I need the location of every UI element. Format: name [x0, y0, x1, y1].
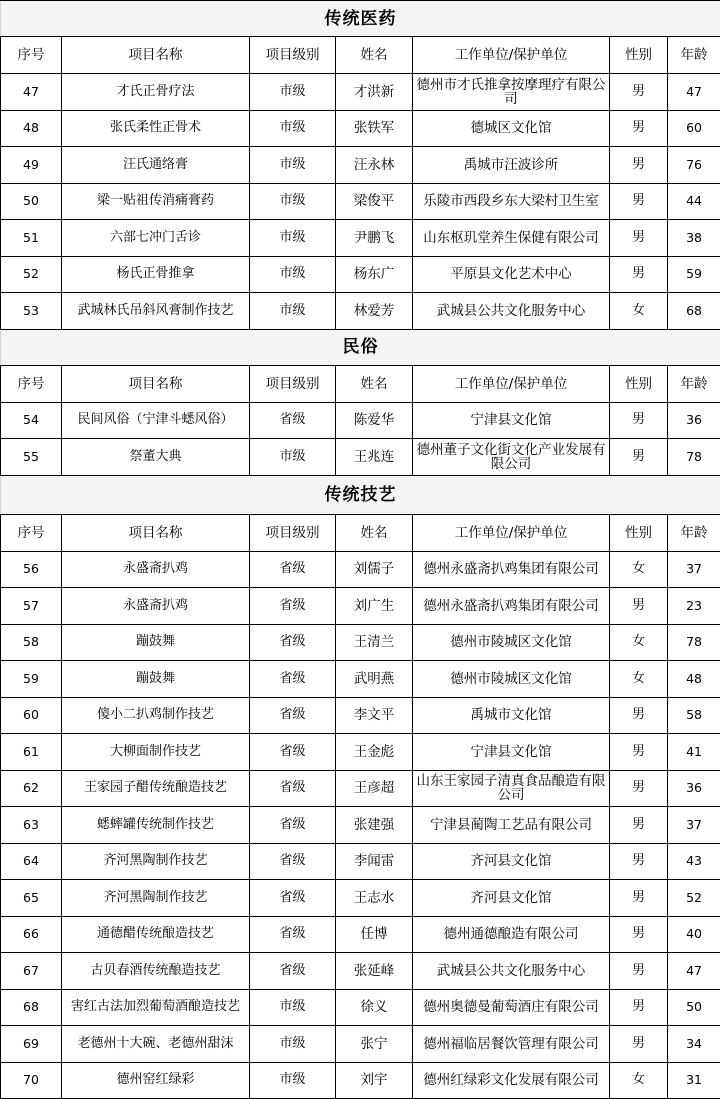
level-cell: 市级 [250, 1062, 336, 1099]
table-row [1, 110, 720, 147]
inheritor-name-cell: 尹鹏飞 [336, 220, 413, 257]
table-row [1, 989, 720, 1026]
unit-cell: 禹城市汪波诊所 [413, 147, 610, 184]
inheritor-name-cell: 武明燕 [336, 661, 413, 698]
seq-header: 序号 [1, 365, 62, 402]
age-cell: 68 [668, 293, 720, 330]
gender-cell: 男 [610, 74, 668, 111]
project-name-cell: 大柳面制作技艺 [62, 734, 250, 771]
level-cell: 省级 [250, 953, 336, 990]
seq-cell: 69 [1, 1026, 62, 1063]
age-cell: 37 [668, 807, 720, 844]
table-row [1, 624, 720, 661]
seq-cell: 48 [1, 110, 62, 147]
unit-header: 工作单位/保护单位 [413, 514, 610, 551]
table-row [1, 697, 720, 734]
name-header: 姓名 [336, 514, 413, 551]
seq-cell: 53 [1, 293, 62, 330]
gender-cell: 男 [610, 147, 668, 184]
age-cell: 50 [668, 989, 720, 1026]
table-row [1, 147, 720, 184]
seq-cell: 63 [1, 807, 62, 844]
level-cell: 市级 [250, 439, 336, 476]
project-name-cell: 张氏柔性正骨术 [62, 110, 250, 147]
section-title-row [1, 475, 720, 514]
table-row [1, 183, 720, 220]
gender-cell: 男 [610, 916, 668, 953]
project-name-cell: 永盛斋扒鸡 [62, 588, 250, 625]
age-cell: 36 [668, 402, 720, 439]
unit-cell: 德州市陵城区文化馆 [413, 624, 610, 661]
project-name-cell: 武城林氏吊斜风膏制作技艺 [62, 293, 250, 330]
project-name-header: 项目名称 [62, 37, 250, 74]
level-header: 项目级别 [250, 37, 336, 74]
inheritor-name-cell: 梁俊平 [336, 183, 413, 220]
seq-cell: 58 [1, 624, 62, 661]
unit-header: 工作单位/保护单位 [413, 37, 610, 74]
inheritor-name-cell: 林爱芳 [336, 293, 413, 330]
project-name-cell: 害红古法加烈葡萄酒酿造技艺 [62, 989, 250, 1026]
level-cell: 市级 [250, 256, 336, 293]
unit-header: 工作单位/保护单位 [413, 365, 610, 402]
gender-cell: 女 [610, 293, 668, 330]
inheritor-name-cell: 刘宇 [336, 1062, 413, 1099]
gender-header: 性别 [610, 514, 668, 551]
project-name-cell: 傻小二扒鸡制作技艺 [62, 697, 250, 734]
table-row [1, 220, 720, 257]
gender-cell: 女 [610, 661, 668, 698]
seq-cell: 65 [1, 880, 62, 917]
project-name-header: 项目名称 [62, 514, 250, 551]
inheritor-name-cell: 刘广生 [336, 588, 413, 625]
inheritor-name-cell: 张建强 [336, 807, 413, 844]
seq-cell: 51 [1, 220, 62, 257]
gender-cell: 男 [610, 734, 668, 771]
table-row [1, 1026, 720, 1063]
project-name-cell: 六部七冲门舌诊 [62, 220, 250, 257]
seq-cell: 57 [1, 588, 62, 625]
section-title: 传统医药 [1, 1, 720, 37]
gender-cell: 男 [610, 183, 668, 220]
table-row [1, 661, 720, 698]
section-title: 传统技艺 [1, 475, 720, 514]
unit-cell: 宁津县文化馆 [413, 402, 610, 439]
seq-cell: 52 [1, 256, 62, 293]
table-row [1, 256, 720, 293]
level-cell: 省级 [250, 734, 336, 771]
level-cell: 省级 [250, 551, 336, 588]
table-row [1, 734, 720, 771]
unit-cell: 山东枢玑堂养生保健有限公司 [413, 220, 610, 257]
gender-cell: 男 [610, 843, 668, 880]
seq-cell: 62 [1, 770, 62, 807]
unit-cell: 德州红绿彩文化发展有限公司 [413, 1062, 610, 1099]
level-cell: 市级 [250, 989, 336, 1026]
project-name-cell: 王家园子醋传统酿造技艺 [62, 770, 250, 807]
seq-cell: 59 [1, 661, 62, 698]
level-cell: 省级 [250, 661, 336, 698]
age-cell: 36 [668, 770, 720, 807]
inheritor-name-cell: 徐义 [336, 989, 413, 1026]
unit-cell: 齐河县文化馆 [413, 880, 610, 917]
table-row [1, 1062, 720, 1099]
table-row [1, 770, 720, 807]
age-cell: 37 [668, 551, 720, 588]
inheritor-name-cell: 汪永林 [336, 147, 413, 184]
project-name-cell: 蹦鼓舞 [62, 624, 250, 661]
gender-header: 性别 [610, 365, 668, 402]
level-cell: 市级 [250, 74, 336, 111]
seq-cell: 66 [1, 916, 62, 953]
table-row [1, 880, 720, 917]
section-title-row [1, 329, 720, 365]
seq-cell: 70 [1, 1062, 62, 1099]
level-cell: 省级 [250, 770, 336, 807]
gender-cell: 男 [610, 220, 668, 257]
age-cell: 40 [668, 916, 720, 953]
unit-cell: 德州市才氏推拿按摩理疗有限公司 [413, 74, 610, 111]
age-cell: 78 [668, 624, 720, 661]
inheritor-name-cell: 李闻雷 [336, 843, 413, 880]
gender-cell: 男 [610, 807, 668, 844]
column-header-row [1, 365, 720, 402]
age-cell: 47 [668, 74, 720, 111]
gender-cell: 男 [610, 989, 668, 1026]
level-cell: 省级 [250, 916, 336, 953]
seq-cell: 67 [1, 953, 62, 990]
inheritor-name-cell: 张宁 [336, 1026, 413, 1063]
age-cell: 60 [668, 110, 720, 147]
table-row [1, 807, 720, 844]
seq-cell: 68 [1, 989, 62, 1026]
seq-cell: 55 [1, 439, 62, 476]
gender-cell: 男 [610, 953, 668, 990]
inheritor-name-cell: 任博 [336, 916, 413, 953]
age-cell: 52 [668, 880, 720, 917]
unit-cell: 禹城市文化馆 [413, 697, 610, 734]
unit-cell: 武城县公共文化服务中心 [413, 953, 610, 990]
seq-cell: 64 [1, 843, 62, 880]
age-header: 年龄 [668, 365, 720, 402]
level-cell: 市级 [250, 293, 336, 330]
gender-cell: 女 [610, 551, 668, 588]
name-header: 姓名 [336, 37, 413, 74]
unit-cell: 乐陵市西段乡东大梁村卫生室 [413, 183, 610, 220]
age-cell: 48 [668, 661, 720, 698]
name-header: 姓名 [336, 365, 413, 402]
unit-cell: 齐河县文化馆 [413, 843, 610, 880]
inheritor-name-cell: 张铁军 [336, 110, 413, 147]
table-row [1, 588, 720, 625]
seq-header: 序号 [1, 37, 62, 74]
level-cell: 省级 [250, 807, 336, 844]
level-cell: 市级 [250, 110, 336, 147]
level-cell: 省级 [250, 402, 336, 439]
project-name-cell: 蟋蟀罐传统制作技艺 [62, 807, 250, 844]
project-name-cell: 梁一贴祖传消痛膏药 [62, 183, 250, 220]
age-cell: 59 [668, 256, 720, 293]
gender-cell: 男 [610, 697, 668, 734]
unit-cell: 平原县文化艺术中心 [413, 256, 610, 293]
column-header-row [1, 37, 720, 74]
level-cell: 市级 [250, 1026, 336, 1063]
unit-cell: 德州市陵城区文化馆 [413, 661, 610, 698]
project-name-cell: 汪氏通络膏 [62, 147, 250, 184]
unit-cell: 德州董子文化街文化产业发展有限公司 [413, 439, 610, 476]
section-title: 民俗 [1, 329, 720, 365]
age-cell: 44 [668, 183, 720, 220]
age-cell: 34 [668, 1026, 720, 1063]
project-name-cell: 永盛斋扒鸡 [62, 551, 250, 588]
table-row [1, 843, 720, 880]
gender-header: 性别 [610, 37, 668, 74]
seq-cell: 54 [1, 402, 62, 439]
unit-cell: 山东王家园子清真食品酿造有限公司 [413, 770, 610, 807]
unit-cell: 德州永盛斋扒鸡集团有限公司 [413, 551, 610, 588]
age-cell: 78 [668, 439, 720, 476]
inheritor-name-cell: 陈爱华 [336, 402, 413, 439]
inheritor-name-cell: 刘儒子 [336, 551, 413, 588]
inheritor-name-cell: 才洪新 [336, 74, 413, 111]
level-header: 项目级别 [250, 365, 336, 402]
table-row [1, 74, 720, 111]
unit-cell: 德州永盛斋扒鸡集团有限公司 [413, 588, 610, 625]
table-row [1, 293, 720, 330]
project-name-cell: 才氏正骨疗法 [62, 74, 250, 111]
unit-cell: 德州奥德曼葡萄酒庄有限公司 [413, 989, 610, 1026]
age-cell: 43 [668, 843, 720, 880]
section-title-row [1, 1, 720, 37]
gender-cell: 女 [610, 1062, 668, 1099]
inheritor-name-cell: 王清兰 [336, 624, 413, 661]
age-cell: 31 [668, 1062, 720, 1099]
level-cell: 市级 [250, 220, 336, 257]
table-row [1, 916, 720, 953]
level-header: 项目级别 [250, 514, 336, 551]
project-name-cell: 古贝春酒传统酿造技艺 [62, 953, 250, 990]
age-cell: 58 [668, 697, 720, 734]
project-name-cell: 祭董大典 [62, 439, 250, 476]
seq-cell: 50 [1, 183, 62, 220]
level-cell: 省级 [250, 697, 336, 734]
age-cell: 23 [668, 588, 720, 625]
unit-cell: 德州福临居餐饮管理有限公司 [413, 1026, 610, 1063]
project-name-cell: 蹦鼓舞 [62, 661, 250, 698]
level-cell: 省级 [250, 880, 336, 917]
table-row [1, 439, 720, 476]
age-header: 年龄 [668, 514, 720, 551]
project-name-header: 项目名称 [62, 365, 250, 402]
gender-cell: 男 [610, 439, 668, 476]
age-cell: 38 [668, 220, 720, 257]
unit-cell: 武城县公共文化服务中心 [413, 293, 610, 330]
unit-cell: 德州通德酿造有限公司 [413, 916, 610, 953]
project-name-cell: 民间风俗（宁津斗蟋风俗） [62, 402, 250, 439]
gender-cell: 男 [610, 588, 668, 625]
column-header-row [1, 514, 720, 551]
seq-cell: 60 [1, 697, 62, 734]
project-name-cell: 德州窑红绿彩 [62, 1062, 250, 1099]
gender-cell: 男 [610, 880, 668, 917]
level-cell: 省级 [250, 588, 336, 625]
seq-cell: 61 [1, 734, 62, 771]
project-name-cell: 杨氏正骨推拿 [62, 256, 250, 293]
age-cell: 76 [668, 147, 720, 184]
gender-cell: 男 [610, 256, 668, 293]
project-name-cell: 通德醋传统酿造技艺 [62, 916, 250, 953]
gender-cell: 男 [610, 110, 668, 147]
inheritor-name-cell: 王金彪 [336, 734, 413, 771]
unit-cell: 德城区文化馆 [413, 110, 610, 147]
gender-cell: 女 [610, 624, 668, 661]
inheritor-name-cell: 张延峰 [336, 953, 413, 990]
seq-cell: 47 [1, 74, 62, 111]
project-name-cell: 老德州十大碗、老德州甜沫 [62, 1026, 250, 1063]
project-name-cell: 齐河黑陶制作技艺 [62, 843, 250, 880]
inheritor-name-cell: 李文平 [336, 697, 413, 734]
table-row [1, 551, 720, 588]
age-cell: 47 [668, 953, 720, 990]
age-cell: 41 [668, 734, 720, 771]
inheritor-name-cell: 王志水 [336, 880, 413, 917]
table-row [1, 402, 720, 439]
age-header: 年龄 [668, 37, 720, 74]
level-cell: 市级 [250, 183, 336, 220]
gender-cell: 男 [610, 402, 668, 439]
inheritor-name-cell: 王兆连 [336, 439, 413, 476]
table-row [1, 953, 720, 990]
level-cell: 市级 [250, 147, 336, 184]
seq-header: 序号 [1, 514, 62, 551]
seq-cell: 56 [1, 551, 62, 588]
seq-cell: 49 [1, 147, 62, 184]
inheritor-name-cell: 王彦超 [336, 770, 413, 807]
unit-cell: 宁津县蔺陶工艺品有限公司 [413, 807, 610, 844]
project-name-cell: 齐河黑陶制作技艺 [62, 880, 250, 917]
level-cell: 省级 [250, 624, 336, 661]
gender-cell: 男 [610, 1026, 668, 1063]
unit-cell: 宁津县文化馆 [413, 734, 610, 771]
inheritor-name-cell: 杨东广 [336, 256, 413, 293]
gender-cell: 男 [610, 770, 668, 807]
level-cell: 省级 [250, 843, 336, 880]
